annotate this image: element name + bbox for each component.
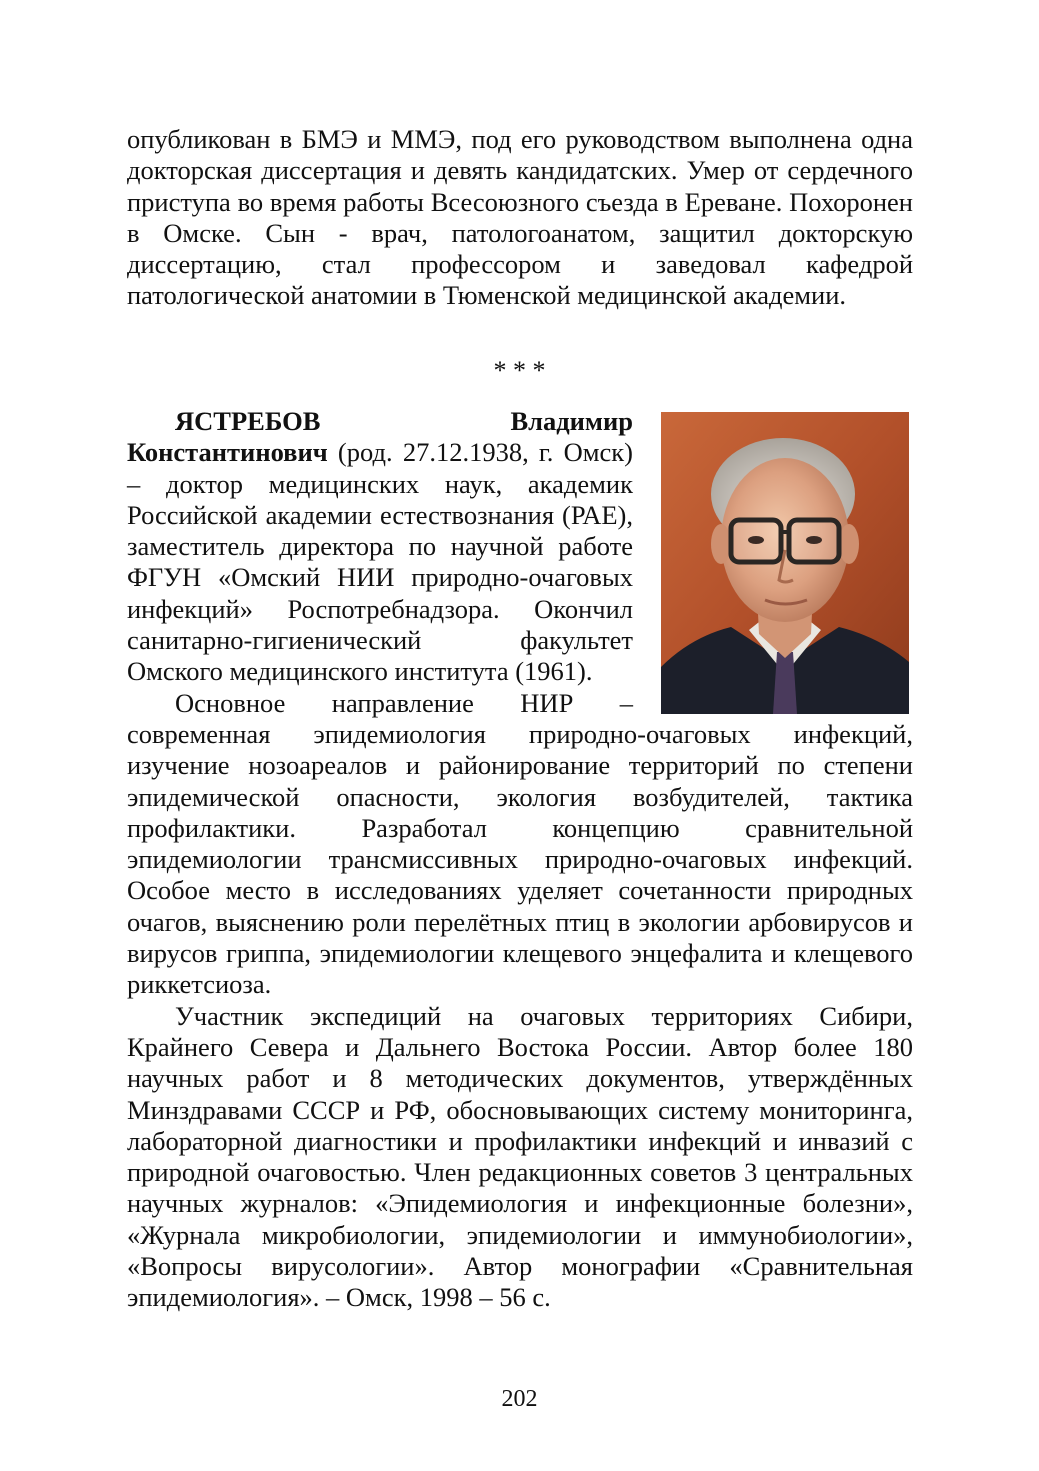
previous-entry-text: [127, 124, 913, 312]
previous-entry-paragraph: опубликован в БМЭ и ММЭ, под его руководством выполнена одна докторская диссертация и девять кандидатских. Умер от сердечного приступа во время работы Всесоюзного съезда в Ереване. Похоронен в Омске. Сын - врач, патологоанатом, защитил докторскую диссертацию, стал профессором и заведовал кафедрой патологической анатомии в Тюменской медицинской академии.: [127, 124, 913, 311]
portrait-photo: [661, 412, 909, 714]
portrait-image: [661, 412, 909, 714]
bio-research-paragraph: Основное направление НИР – современная эпидемиология природно-очаговых инфекций, изучение нозоареалов и районирование территорий по степени эпидемической опасности, экология возбудителей, тактика профилактики. Разработал концепцию сравнительной эпидемиологии трансмиссивных природно-очаговых инфекций. Особое место в исследованиях уделяет сочетанности природных очагов, выяснению роли перелётных птиц в экологии арбовирусов и вирусов гриппа, эпидемиологии клещевого энцефалита и клещевого риккетсиоза.: [127, 687, 913, 1000]
entry-separator: * * *: [493, 356, 546, 385]
person-name: ЯСТРЕБОВ Владимир Константинович: [127, 406, 633, 468]
page-number: 202: [501, 1386, 538, 1412]
bio-intro-text: (род. 27.12.1938, г. Омск) – доктор медицинских наук, академик Российской академии естествознания (РАЕ), заместитель директора по научной работе ФГУН «Омский НИИ природно-очаговых инфекций» Роспотребнадзора. Окончил санитарно-гигиенический факультет Омского медицинского института (1961).: [127, 437, 633, 687]
biography-entry: [127, 406, 913, 1314]
bio-works-paragraph: Участник экспедиций на очаговых территориях Сибири, Крайнего Севера и Дальнего Востока России. Автор более 180 научных работ и 8 методических документов, утверждённых Минздравами СССР и РФ, обосновывающих систему мониторинга, лабораторной диагностики и профилактики инфекций и инвазий с природной очаговостью. Член редакционных советов 3 центральных научных журналов: «Эпидемиология и инфекционные болезни», «Журнала микробиологии, эпидемиологии и иммунобиологии», «Вопросы вирусологии». Автор монографии «Сравнительная эпидемиология». – Омск, 1998 – 56 с.: [127, 1000, 913, 1313]
